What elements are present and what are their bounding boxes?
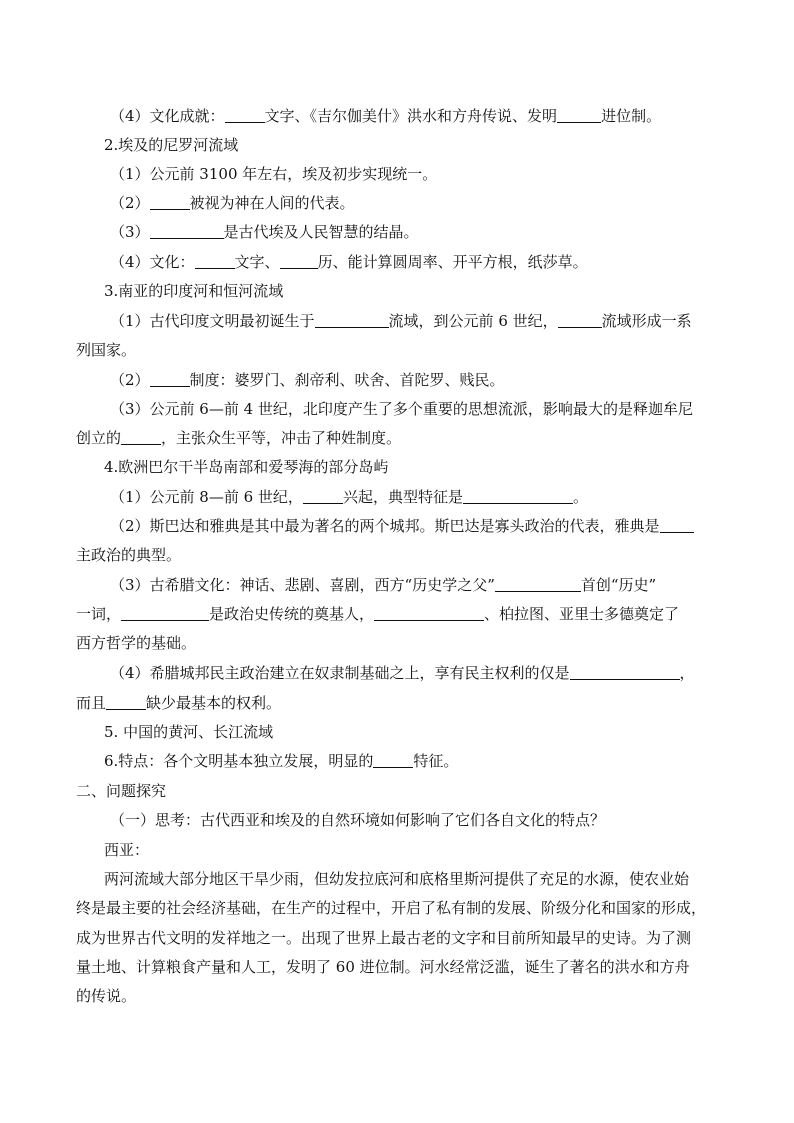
item-text: （1）公元前 8—前 6 世纪， bbox=[110, 488, 303, 506]
item-2-4 bbox=[110, 252, 588, 272]
item-3-3: （3）公元前 6—前 4 世纪，北印度产生了多个重要的思想流派，影响最大的是释迦牟尼 bbox=[110, 400, 693, 418]
item-4-3-continued-2: 西方哲学的基础。 bbox=[76, 634, 197, 652]
heading-india: 3.南亚的印度河和恒河流域 bbox=[104, 282, 284, 300]
fill-blank bbox=[373, 752, 413, 768]
item-text: （1）古代印度文明最初诞生于 bbox=[110, 312, 315, 330]
item-6-characteristics bbox=[104, 751, 458, 771]
item-text: （4）希腊城邦民主政治建立在奴隶制基础之上，享有民主权利的仅是 bbox=[110, 664, 570, 682]
item-text: 文字、《吉尔伽美什》洪水和方舟传说、发明 bbox=[264, 107, 558, 125]
fill-blank bbox=[558, 312, 602, 328]
paragraph-line: 成为世界古代文明的发祥地之一。出现了世界上最古老的文字和目前所知最早的史诗。为了测 bbox=[76, 929, 692, 947]
item-3-2 bbox=[110, 370, 505, 390]
fill-blank bbox=[463, 488, 573, 504]
item-text: 历、能计算圆周率、开平方根，纸莎草。 bbox=[317, 253, 588, 271]
item-2-3 bbox=[110, 222, 419, 242]
fill-blank bbox=[570, 664, 680, 680]
fill-blank bbox=[303, 488, 343, 504]
item-2-1: （1）公元前 3100 年左右，埃及初步实现统一。 bbox=[110, 165, 438, 183]
item-text: （4）文化： bbox=[110, 253, 195, 271]
item-text: 进位制。 bbox=[601, 107, 662, 125]
item-text: 制度：婆罗门、刹帝利、吠舍、首陀罗、贱民。 bbox=[189, 371, 505, 389]
item-text: 被视为神在人间的代表。 bbox=[189, 194, 355, 212]
fill-blank bbox=[150, 223, 224, 239]
fill-blank bbox=[315, 312, 389, 328]
item-text: 缺少最基本的权利。 bbox=[146, 694, 282, 712]
item-text: 而且 bbox=[76, 694, 107, 712]
fill-blank bbox=[106, 694, 146, 710]
item-text: 首创“历史” bbox=[580, 576, 657, 594]
item-text: 。 bbox=[572, 488, 588, 506]
heading-china: 5. 中国的黄河、长江流域 bbox=[104, 723, 274, 741]
fill-blank bbox=[150, 371, 190, 387]
item-text: （2） bbox=[110, 371, 150, 389]
fill-blank bbox=[495, 576, 581, 592]
item-text: 是政治史传统的奠基人， bbox=[209, 605, 375, 623]
item-1-4 bbox=[110, 106, 661, 126]
item-text: （4）文化成就： bbox=[110, 107, 225, 125]
item-text: 特征。 bbox=[413, 752, 459, 770]
item-text: 、柏拉图、亚里士多德奠定了 bbox=[484, 605, 680, 623]
item-4-2 bbox=[110, 516, 694, 536]
heading-greece: 4.欧洲巴尔干半岛南部和爱琴海的部分岛屿 bbox=[104, 458, 389, 476]
item-3-1 bbox=[110, 311, 692, 331]
fill-blank bbox=[195, 253, 235, 269]
item-4-3-continued bbox=[76, 604, 679, 624]
item-text: （3）古希腊文化：神话、悲剧、喜剧，西方“历史学之父” bbox=[110, 576, 495, 594]
paragraph-line: 的传说。 bbox=[76, 987, 137, 1005]
item-3-1-continued: 列国家。 bbox=[76, 341, 137, 359]
item-text: 文字、 bbox=[234, 253, 280, 271]
heading-egypt: 2.埃及的尼罗河流域 bbox=[104, 136, 239, 154]
fill-blank bbox=[660, 517, 694, 533]
item-text: 创立的 bbox=[76, 429, 122, 447]
item-text: 6.特点：各个文明基本独立发展，明显的 bbox=[104, 752, 374, 770]
section-heading-inquiry: 二、问题探究 bbox=[76, 782, 167, 800]
paragraph-line: 量土地、计算粮食产量和人工，发明了 60 进位制。河水经常泛滥，诞生了著名的洪水和方舟 bbox=[76, 958, 690, 976]
item-4-4-continued bbox=[76, 693, 281, 713]
inquiry-question: （一）思考：古代西亚和埃及的自然环境如何影响了它们各自文化的特点？ bbox=[110, 811, 606, 829]
item-4-4 bbox=[110, 663, 695, 683]
fill-blank bbox=[150, 194, 190, 210]
paragraph-line: 终是最主要的社会经济基础，在生产的过程中，开启了私有制的发展、阶级分化和国家的形成， bbox=[76, 899, 707, 917]
fill-blank bbox=[557, 107, 601, 123]
item-4-1 bbox=[110, 487, 588, 507]
paragraph-line: 两河流域大部分地区干旱少雨，但幼发拉底河和底格里斯河提供了充足的水源，使农业始 bbox=[104, 870, 690, 888]
item-4-2-continued: 主政治的典型。 bbox=[76, 546, 182, 564]
fill-blank bbox=[121, 605, 209, 621]
item-text: 流域，到公元前 6 世纪， bbox=[388, 312, 558, 330]
item-text: 流域形成一系 bbox=[601, 312, 692, 330]
subheading-west-asia: 西亚： bbox=[104, 841, 150, 859]
item-text: ，主张众生平等，冲击了种姓制度。 bbox=[161, 429, 402, 447]
item-text: 兴起，典型特征是 bbox=[342, 488, 463, 506]
item-text: 一词， bbox=[76, 605, 122, 623]
fill-blank bbox=[121, 429, 161, 445]
item-text: （3） bbox=[110, 223, 150, 241]
item-text: （2）斯巴达和雅典是其中最为著名的两个城邦。斯巴达是寡头政治的代表，雅典是 bbox=[110, 517, 660, 535]
fill-blank bbox=[280, 253, 318, 269]
item-2-2 bbox=[110, 193, 355, 213]
item-3-3-continued bbox=[76, 428, 401, 448]
fill-blank bbox=[374, 605, 484, 621]
fill-blank bbox=[225, 107, 265, 123]
item-text: ， bbox=[679, 664, 695, 682]
item-text: 是古代埃及人民智慧的结晶。 bbox=[223, 223, 419, 241]
item-text: （2） bbox=[110, 194, 150, 212]
item-4-3 bbox=[110, 575, 656, 595]
